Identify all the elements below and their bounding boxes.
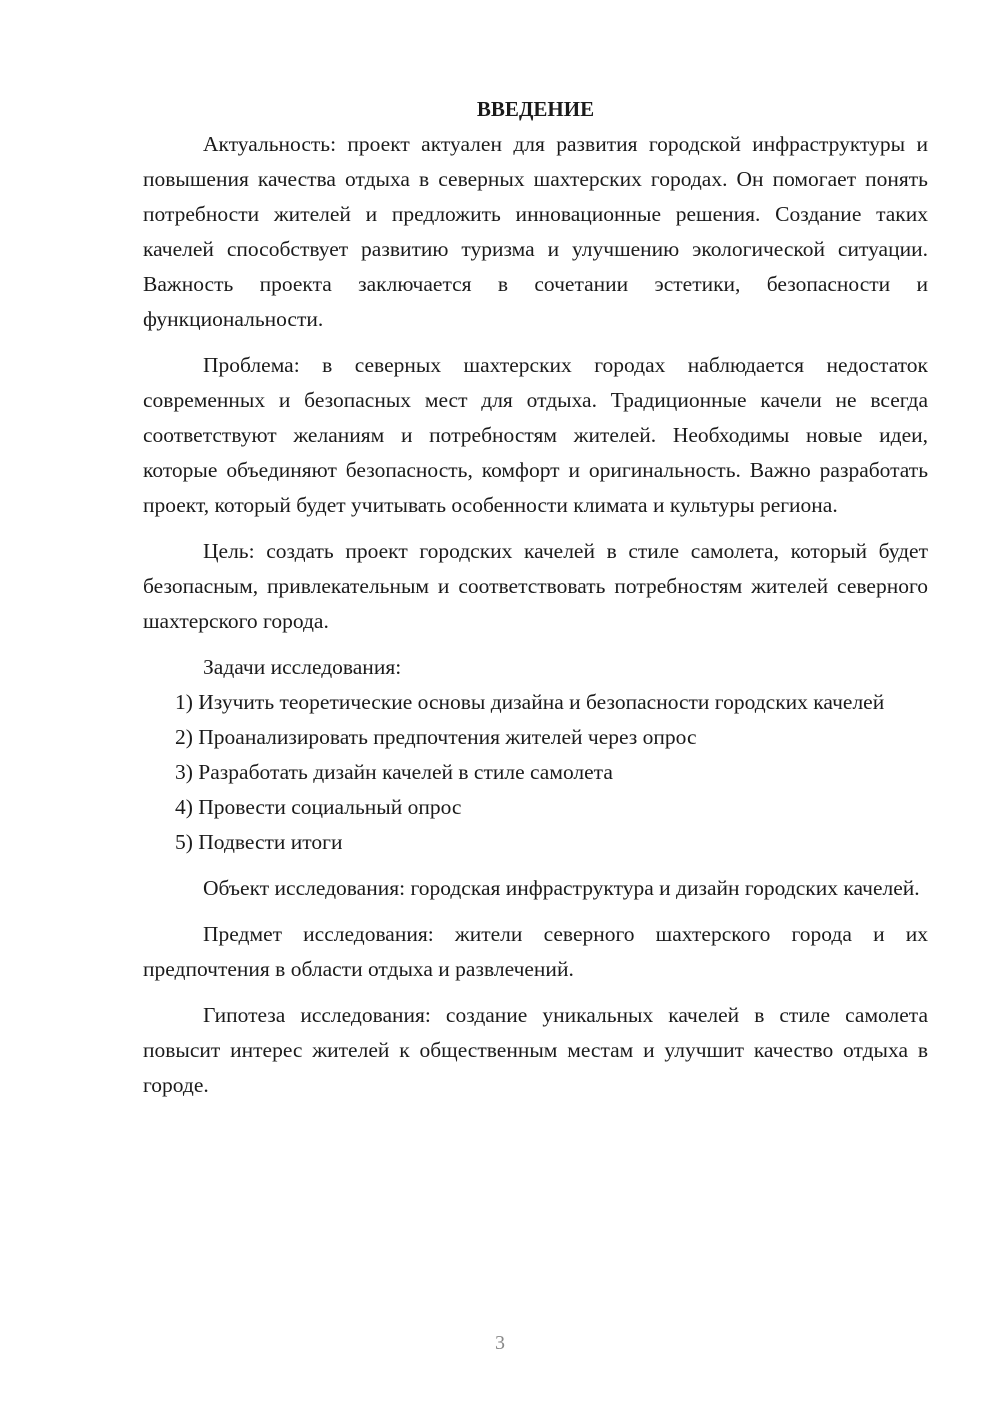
task-item-4: 4) Провести социальный опрос (175, 795, 462, 819)
tasks-title: Задачи исследования: (203, 655, 402, 679)
task-item-2: 2) Проанализировать предпочтения жителей через опрос (175, 725, 697, 749)
task-item-5: 5) Подвести итоги (175, 830, 343, 854)
page-heading: ВВЕДЕНИЕ (476, 97, 595, 121)
subject-paragraph: Предмет исследования: жители северного шахтерского города и их предпочтения в области отдыха и развлечений. (143, 922, 928, 981)
document-page (143, 92, 928, 1103)
hypothesis-paragraph: Гипотеза исследования: создание уникальных качелей в стиле самолета повысит интерес жителей к общественным местам и улучшит качество отдыха в городе. (143, 1003, 928, 1097)
task-item-3: 3) Разработать дизайн качелей в стиле самолета (175, 760, 613, 784)
problem-paragraph: Проблема: в северных шахтерских городах наблюдается недостаток современных и безопасных мест для отдыха. Традиционные качели не всегда соответствуют желаниям и потребностям жителей. Необходимы новые идеи, которые объединяют безопасность, комфорт и оригинальность. Важно разработать проект, который будет учитывать особенности климата и культуры региона. (143, 353, 928, 517)
task-item-1: 1) Изучить теоретические основы дизайна и безопасности городских качелей (175, 690, 885, 714)
object-paragraph: Объект исследования: городская инфраструктура и дизайн городских качелей. (203, 876, 920, 900)
relevance-paragraph: Актуальность: проект актуален для развития городской инфраструктуры и повышения качества отдыха в северных шахтерских городах. Он помогает понять потребности жителей и предложить инновационные решения. Создание таких качелей способствует развитию туризма и улучшению экологической ситуации. Важность проекта заключается в сочетании эстетики, безопасности и функциональности. (143, 132, 928, 331)
page-number: 3 (495, 1332, 505, 1354)
goal-paragraph: Цель: создать проект городских качелей в стиле самолета, который будет безопасным, привлекательным и соответствовать потребностям жителей северного шахтерского города. (143, 539, 928, 633)
